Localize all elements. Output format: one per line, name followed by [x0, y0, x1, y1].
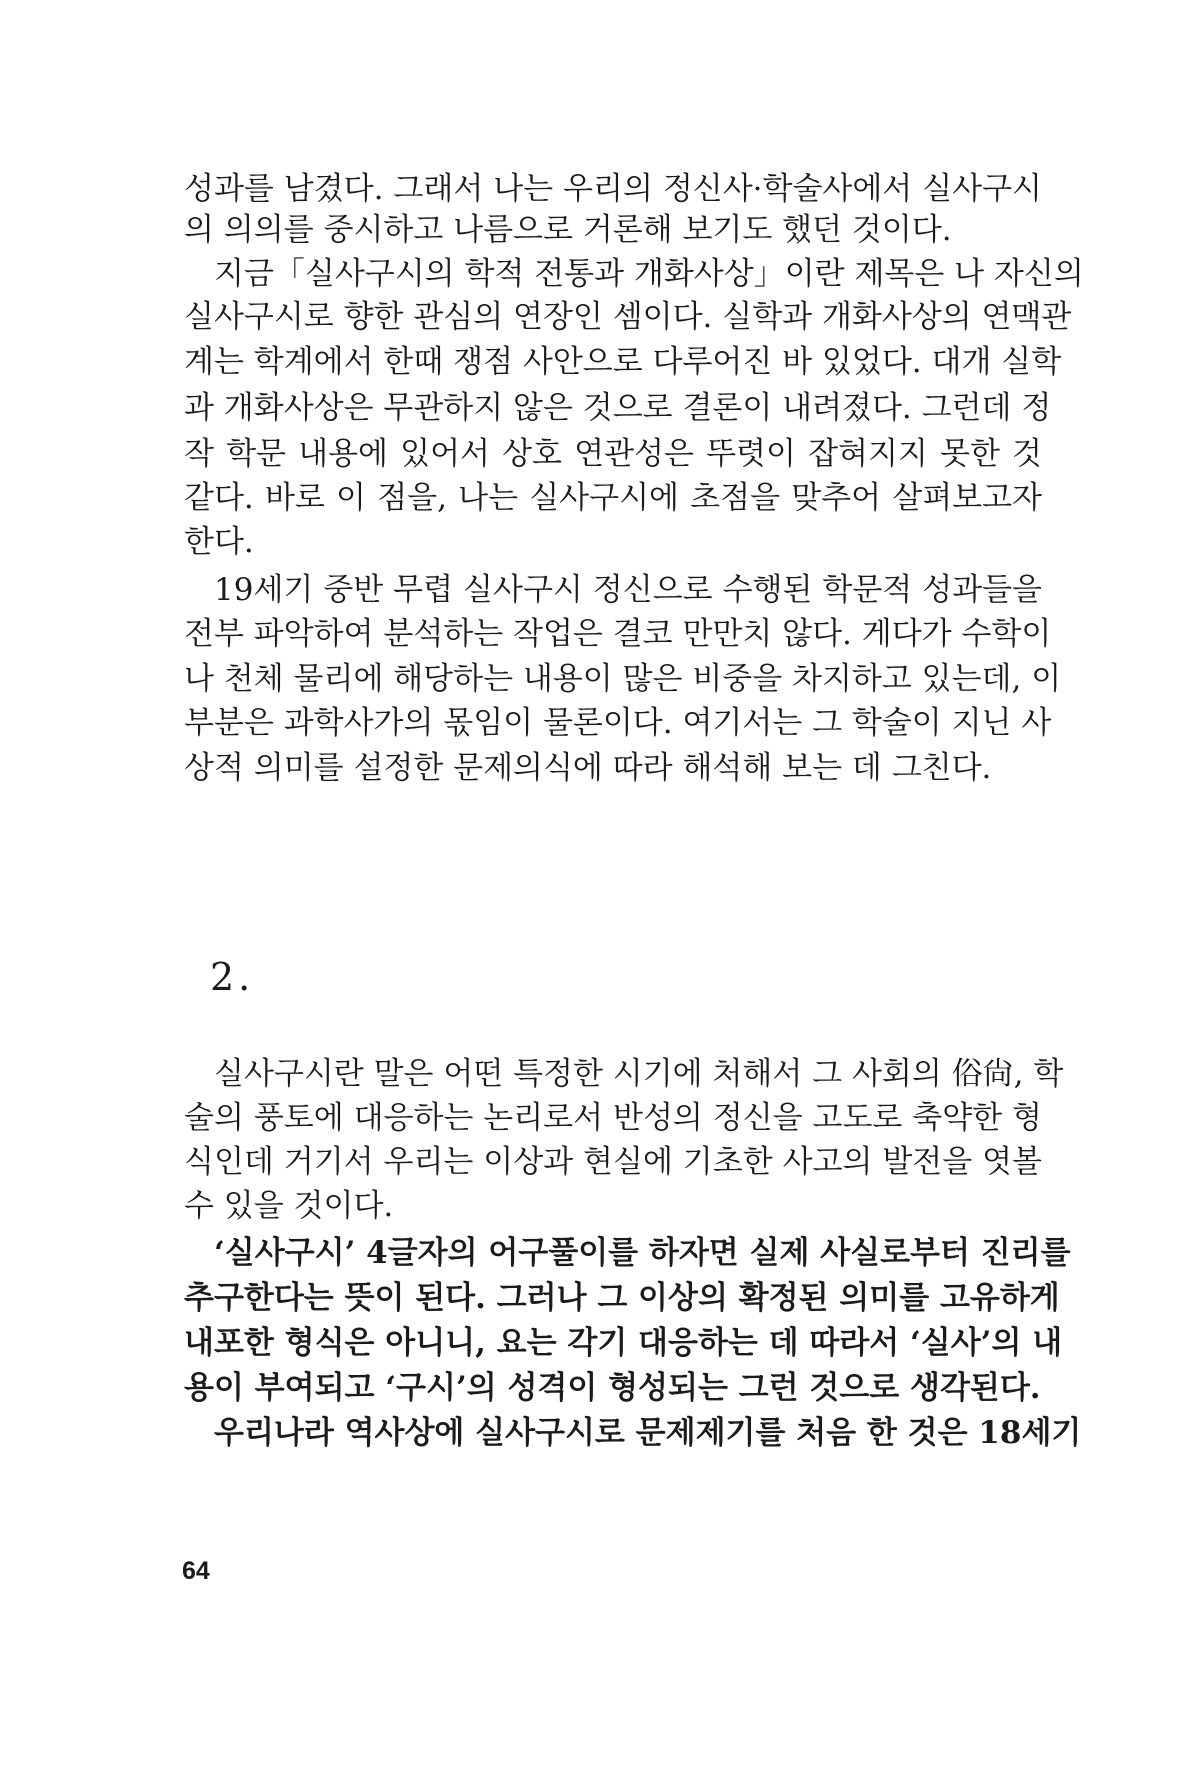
text-line: 상적 의미를 설정한 문제의식에 따라 해석해 보는 데 그친다. — [184, 750, 992, 786]
text-line: 실사구시로 향한 관심의 연장인 셈이다. 실학과 개화사상의 연맥관 — [184, 299, 1072, 335]
text-line: 의 의의를 중시하고 나름으로 거론해 보기도 했던 것이다. — [184, 212, 952, 248]
text-line: 계는 학계에서 한때 쟁점 사안으로 다루어진 바 있었다. 대개 실학 — [184, 344, 1062, 380]
text-line: 술의 풍토에 대응하는 논리로서 반성의 정신을 고도로 축약한 형 — [184, 1100, 1042, 1136]
text-line: 식인데 거기서 우리는 이상과 현실에 기초한 사고의 발전을 엿볼 — [184, 1144, 1042, 1180]
text-line: 부분은 과학사가의 몫임이 물론이다. 여기서는 그 학술이 지닌 사 — [184, 705, 1052, 741]
text-line: 실사구시란 말은 어떤 특정한 시기에 처해서 그 사회의 俗尙, 학 — [214, 1056, 1064, 1092]
text-line: 추구한다는 뜻이 된다. 그러나 그 이상의 확정된 의미를 고유하게 — [184, 1280, 1060, 1316]
text-line: 수 있을 것이다. — [184, 1188, 394, 1224]
section-number: 2. — [210, 955, 255, 999]
text-line: 성과를 남겼다. 그래서 나는 우리의 정신사·학술사에서 실사구시 — [184, 171, 1042, 207]
text-line: 19세기 중반 무렵 실사구시 정신으로 수행된 학문적 성과들을 — [214, 572, 1042, 608]
text-line: 한다. — [184, 524, 254, 560]
text-line: 내포한 형식은 아니니, 요는 각기 대응하는 데 따라서 ‘실사’의 내 — [184, 1325, 1063, 1361]
text-line: ‘실사구시’ 4글자의 어구풀이를 하자면 실제 사실로부터 진리를 — [214, 1235, 1071, 1271]
text-line: 우리나라 역사상에 실사구시로 문제제기를 처음 한 것은 18세기 — [214, 1415, 1082, 1451]
text-line: 작 학문 내용에 있어서 상호 연관성은 뚜렷이 잡혀지지 못한 것 — [184, 436, 1042, 472]
text-line: 나 천체 물리에 해당하는 내용이 많은 비중을 차지하고 있는데, 이 — [184, 661, 1062, 697]
page-number: 64 — [182, 1557, 210, 1585]
text-line: 과 개화사상은 무관하지 않은 것으로 결론이 내려졌다. 그런데 정 — [184, 390, 1052, 426]
text-line: 같다. 바로 이 점을, 나는 실사구시에 초점을 맞추어 살펴보고자 — [184, 480, 1042, 516]
text-line: 지금「실사구시의 학적 전통과 개화사상」이란 제목은 나 자신의 — [214, 256, 1084, 292]
text-line: 용이 부여되고 ‘구시’의 성격이 형성되는 그런 것으로 생각된다. — [184, 1370, 1041, 1406]
text-line: 전부 파악하여 분석하는 작업은 결코 만만치 않다. 게다가 수학이 — [184, 616, 1052, 652]
